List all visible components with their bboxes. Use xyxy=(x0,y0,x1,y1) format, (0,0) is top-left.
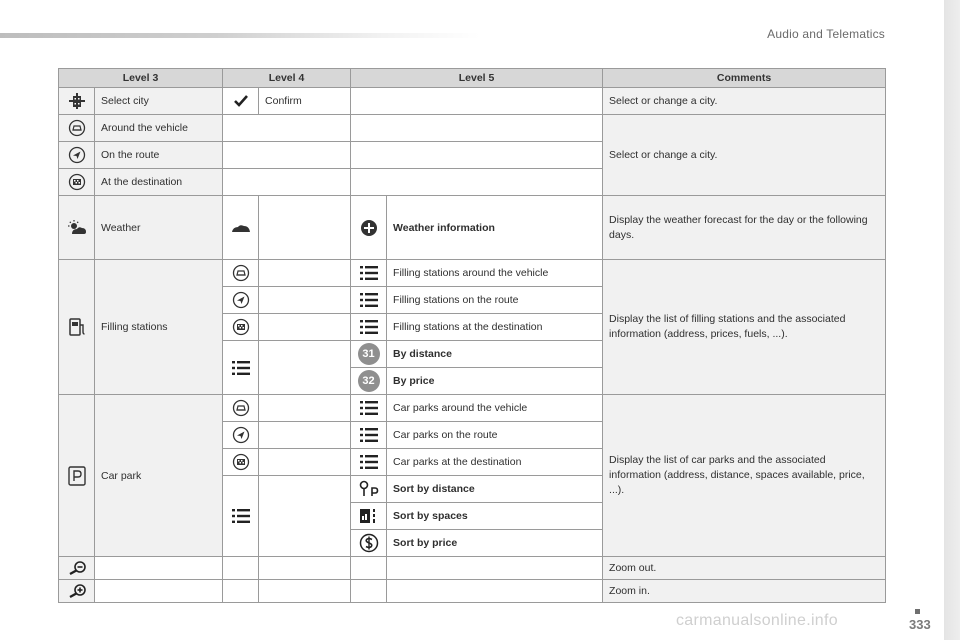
level5-label[interactable]: Sort by price xyxy=(387,530,603,557)
level3-label[interactable]: Around the vehicle xyxy=(95,115,223,142)
level3-label[interactable]: Car park xyxy=(95,395,223,557)
level3-label[interactable]: Select city xyxy=(95,88,223,115)
around-vehicle-icon xyxy=(59,115,95,142)
section-title: Audio and Telematics xyxy=(767,27,885,41)
page-number: 333 xyxy=(909,617,931,632)
empty-cell xyxy=(387,580,603,603)
route-icon xyxy=(223,287,259,314)
watermark: carmanualsonline.info xyxy=(676,612,838,629)
empty-cell xyxy=(259,449,351,476)
level5-label[interactable]: Sort by spaces xyxy=(387,503,603,530)
empty-cell xyxy=(259,395,351,422)
list-icon xyxy=(351,395,387,422)
empty-cell xyxy=(351,557,387,580)
empty-cell xyxy=(259,557,351,580)
level3-label[interactable]: At the destination xyxy=(95,169,223,196)
empty-cell xyxy=(259,196,351,260)
list-icon xyxy=(351,314,387,341)
empty-cell xyxy=(387,557,603,580)
menu-table xyxy=(58,68,886,603)
list-icon xyxy=(223,341,259,395)
zoom-out-icon xyxy=(59,557,95,580)
route-icon xyxy=(223,422,259,449)
comment-cell: Zoom in. xyxy=(603,580,886,603)
step-badge: 31 xyxy=(351,341,387,368)
comment-cell: Display the list of car parks and the associated information (address, distance, spaces available, price, ...). xyxy=(603,395,886,557)
plus-icon xyxy=(351,196,387,260)
level5-label[interactable]: Car parks around the vehicle xyxy=(387,395,603,422)
empty-cell xyxy=(259,422,351,449)
empty-cell xyxy=(351,142,603,169)
list-icon xyxy=(351,260,387,287)
empty-cell xyxy=(351,115,603,142)
table-row xyxy=(59,88,886,115)
price-icon xyxy=(351,530,387,557)
level5-label[interactable]: Sort by distance xyxy=(387,476,603,503)
header-row xyxy=(59,69,886,88)
level3-label[interactable]: On the route xyxy=(95,142,223,169)
empty-cell xyxy=(259,314,351,341)
empty-cell xyxy=(223,115,351,142)
level5-label[interactable]: Car parks at the destination xyxy=(387,449,603,476)
empty-cell xyxy=(223,142,351,169)
page-edge-bar xyxy=(944,0,960,640)
empty-cell xyxy=(223,169,351,196)
comment-cell: Display the weather forecast for the day or the following days. xyxy=(603,196,886,260)
empty-cell xyxy=(259,260,351,287)
table-row xyxy=(59,395,886,422)
column-header: Level 5 xyxy=(351,69,603,88)
fuel-pump-icon xyxy=(59,260,95,395)
around-vehicle-icon xyxy=(223,260,259,287)
comment-cell: Select or change a city. xyxy=(603,88,886,115)
weather-sub-icon xyxy=(223,196,259,260)
list-icon xyxy=(223,476,259,557)
table-row xyxy=(59,557,886,580)
empty-cell xyxy=(259,476,351,557)
empty-cell xyxy=(223,557,259,580)
table-row xyxy=(59,580,886,603)
step-badge: 32 xyxy=(351,368,387,395)
column-header: Level 4 xyxy=(223,69,351,88)
level3-label[interactable]: Weather xyxy=(95,196,223,260)
level5-label[interactable]: Filling stations at the destination xyxy=(387,314,603,341)
comment-cell: Display the list of filling stations and the associated information (address, prices, fuels, ...). xyxy=(603,260,886,395)
zoom-in-icon xyxy=(59,580,95,603)
empty-cell xyxy=(351,169,603,196)
level5-label[interactable]: Weather information xyxy=(387,196,603,260)
empty-cell xyxy=(95,580,223,603)
level3-label[interactable]: Filling stations xyxy=(95,260,223,395)
comment-cell: Zoom out. xyxy=(603,557,886,580)
destination-icon xyxy=(223,449,259,476)
level5-label[interactable]: Filling stations around the vehicle xyxy=(387,260,603,287)
empty-cell xyxy=(259,287,351,314)
checkmark-icon xyxy=(223,88,259,115)
empty-cell xyxy=(351,580,387,603)
table-row xyxy=(59,260,886,287)
table-row xyxy=(59,115,886,142)
empty-cell xyxy=(223,580,259,603)
empty-cell xyxy=(95,557,223,580)
list-icon xyxy=(351,287,387,314)
parking-icon xyxy=(59,395,95,557)
level4-label[interactable]: Confirm xyxy=(259,88,351,115)
list-icon xyxy=(351,449,387,476)
distance-icon xyxy=(351,476,387,503)
spaces-icon xyxy=(351,503,387,530)
level5-label[interactable]: Filling stations on the route xyxy=(387,287,603,314)
empty-cell xyxy=(259,580,351,603)
level5-label[interactable]: Car parks on the route xyxy=(387,422,603,449)
empty-cell xyxy=(351,88,603,115)
city-icon xyxy=(59,88,95,115)
destination-icon xyxy=(223,314,259,341)
column-header: Level 3 xyxy=(59,69,223,88)
column-header: Comments xyxy=(603,69,886,88)
level5-label[interactable]: By distance xyxy=(387,341,603,368)
around-vehicle-icon xyxy=(223,395,259,422)
page-marker xyxy=(915,609,920,614)
weather-icon xyxy=(59,196,95,260)
level5-label[interactable]: By price xyxy=(387,368,603,395)
comment-cell: Select or change a city. xyxy=(603,115,886,196)
empty-cell xyxy=(259,341,351,395)
header-bar xyxy=(0,33,480,38)
list-icon xyxy=(351,422,387,449)
destination-icon xyxy=(59,169,95,196)
table-row xyxy=(59,196,886,260)
route-icon xyxy=(59,142,95,169)
